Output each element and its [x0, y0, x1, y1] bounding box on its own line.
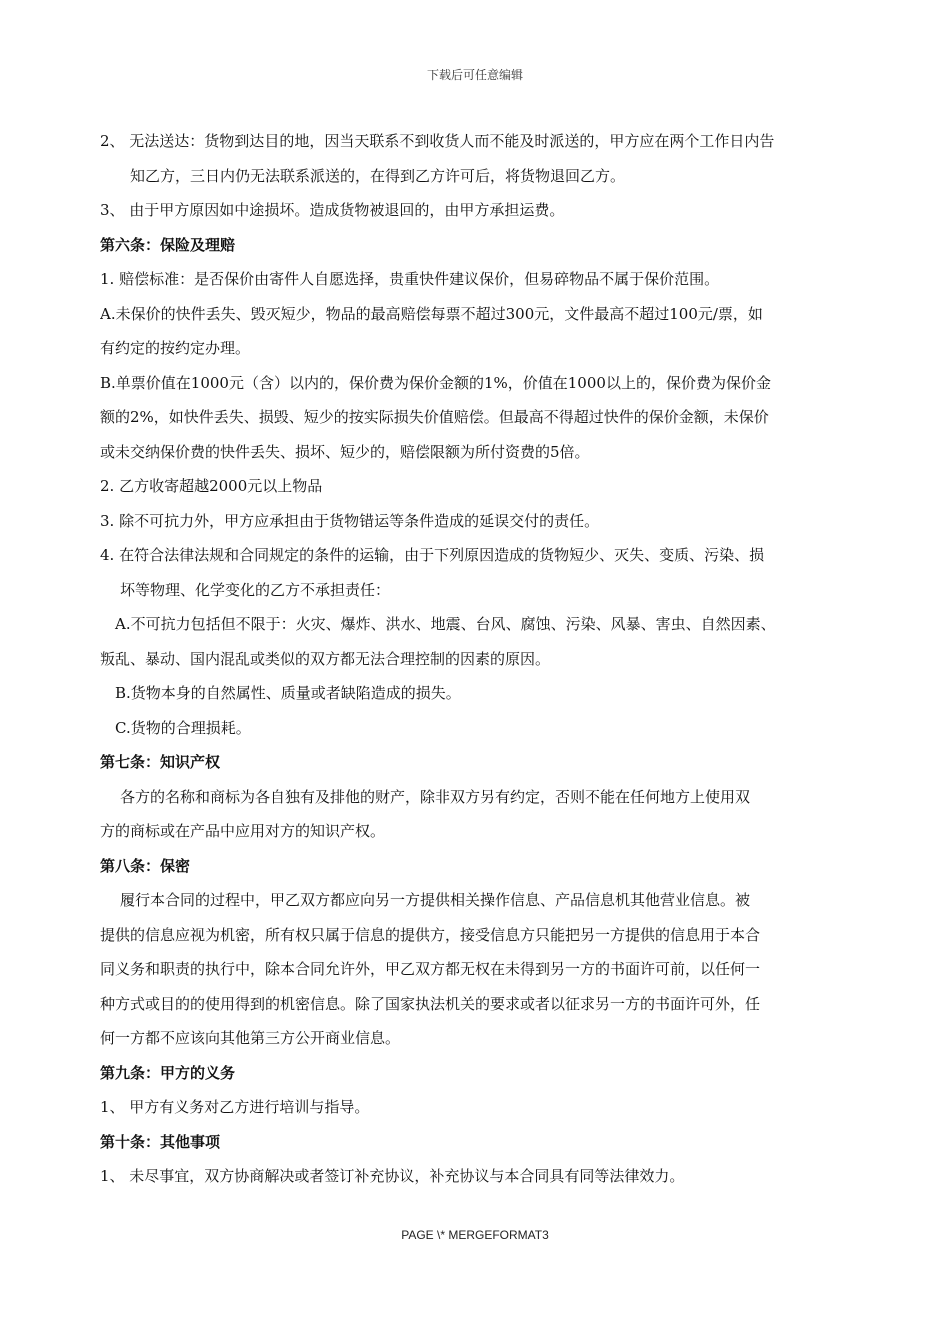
paragraph-line: B.货物本身的自然属性、质量或者缺陷造成的损失。 [115, 684, 461, 702]
page-footer: PAGE \* MERGEFORMAT3 [401, 1228, 549, 1242]
section-heading: 第八条：保密 [100, 856, 191, 875]
paragraph-line: 1. 赔偿标准：是否保价由寄件人自愿选择，贵重快件建议保价，但易碎物品不属于保价范围。 [100, 270, 720, 288]
paragraph-line: 知乙方，三日内仍无法联系派送的，在得到乙方许可后，将货物退回乙方。 [130, 166, 626, 185]
paragraph-line: 坏等物理、化学变化的乙方不承担责任： [120, 580, 391, 599]
paragraph-line: 2、 无法送达：货物到达目的地，因当天联系不到收货人而不能及时派送的，甲方应在两个工作日内告 [100, 132, 775, 150]
section-heading: 第十条：其他事项 [100, 1132, 221, 1151]
paragraph-line: 3、 由于甲方原因如中途损坏。造成货物被退回的，由甲方承担运费。 [100, 201, 565, 219]
paragraph-line: 或未交纳保价费的快件丢失、损坏、短少的，赔偿限额为所付资费的5倍。 [100, 442, 590, 461]
paragraph-line: C.货物的合理损耗。 [115, 718, 251, 737]
paragraph-line: 3. 除不可抗力外，甲方应承担由于货物错运等条件造成的延误交付的责任。 [100, 511, 600, 530]
section-heading: 第九条：甲方的义务 [100, 1063, 236, 1082]
paragraph-line: B.单票价值在1000元（含）以内的，保价费为保价金额的1%，价值在1000以上的，保价费为保价金 [100, 373, 771, 392]
paragraph-line: 方的商标或在产品中应用对方的知识产权。 [100, 822, 386, 840]
paragraph-line: 各方的名称和商标为各自独有及排他的财产，除非双方另有约定，否则不能在任何地方上使用双 [120, 787, 751, 806]
paragraph-line: 提供的信息应视为机密，所有权只属于信息的提供方，接受信息方只能把另一方提供的信息用于本合 [100, 925, 761, 944]
paragraph-line: 有约定的按约定办理。 [100, 339, 251, 357]
section-heading: 第七条：知识产权 [100, 753, 221, 771]
paragraph-line: 何一方都不应该向其他第三方公开商业信息。 [100, 1029, 401, 1047]
paragraph-line: 4. 在符合法律法规和合同规定的条件的运输，由于下列原因造成的货物短少、灭失、变质、污染、损 [100, 546, 765, 564]
paragraph-line: 履行本合同的过程中，甲乙双方都应向另一方提供相关操作信息、产品信息机其他营业信息。被 [120, 891, 751, 909]
paragraph-line: 1、 未尽事宜，双方协商解决或者签订补充协议，补充协议与本合同具有同等法律效力。 [100, 1167, 685, 1185]
page-header: 下载后可任意编辑 [426, 68, 523, 82]
paragraph-line: 叛乱、暴动、国内混乱或类似的双方都无法合理控制的因素的原因。 [100, 649, 551, 668]
paragraph-line: 额的2%，如快件丢失、损毁、短少的按实际损失价值赔偿。但最高不得超过快件的保价金额，未保价 [100, 408, 769, 426]
document-body [100, 124, 850, 1194]
section-heading: 第六条：保险及理赔 [100, 235, 236, 254]
paragraph-line: 种方式或目的的使用得到的机密信息。除了国家执法机关的要求或者以征求另一方的书面许可外，任 [100, 994, 761, 1013]
paragraph-line: 1、 甲方有义务对乙方进行培训与指导。 [100, 1098, 370, 1116]
paragraph-line: 同义务和职责的执行中，除本合同允许外，甲乙双方都无权在未得到另一方的书面许可前，以任何一 [100, 960, 761, 978]
paragraph-line: A.不可抗力包括但不限于：火灾、爆炸、洪水、地震、台风、腐蚀、污染、风暴、害虫、自然因素、 [115, 615, 776, 633]
paragraph-line: 2. 乙方收寄超越2000元以上物品 [100, 477, 323, 495]
paragraph-line: A.未保价的快件丢失、毁灭短少，物品的最高赔偿每票不超过300元，文件最高不超过100元/票，如 [100, 304, 763, 323]
